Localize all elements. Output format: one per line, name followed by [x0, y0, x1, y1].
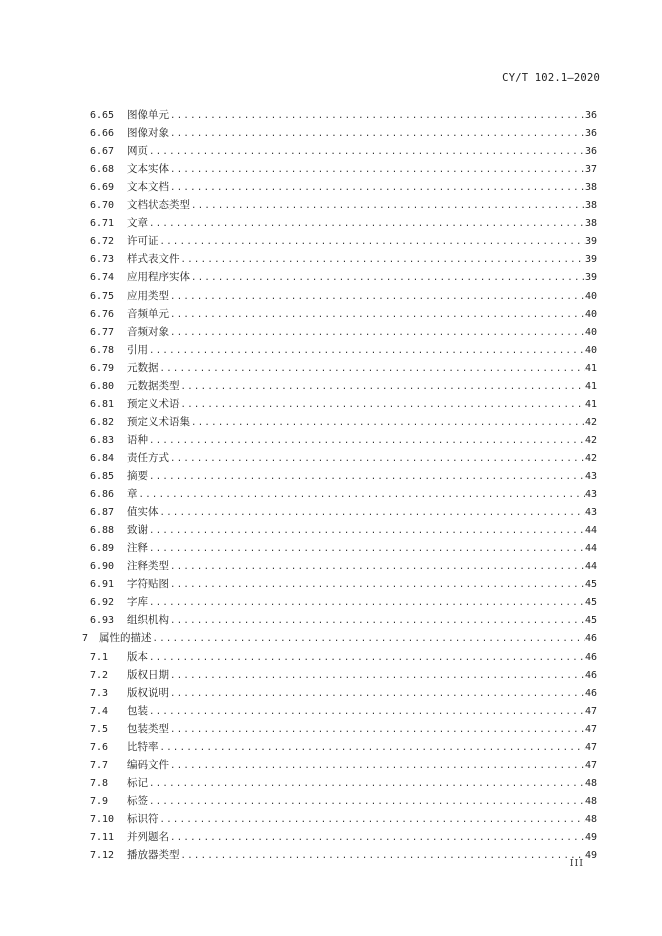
- toc-entry[interactable]: [90, 792, 597, 810]
- toc-leader-dots: [169, 667, 585, 685]
- toc-leader-dots: [148, 215, 585, 233]
- toc-entry-page: 39: [584, 236, 597, 248]
- toc-entry-page: 40: [584, 290, 597, 302]
- toc-leader-dots: [169, 179, 585, 197]
- toc-entry-number: 6.65: [90, 110, 115, 121]
- toc-entry-number: 6.67: [90, 146, 115, 158]
- toc-entry-title: 元数据类型: [127, 379, 180, 392]
- toc-entry-number: 6.90: [90, 561, 115, 573]
- toc-leader-dots: [159, 360, 585, 378]
- toc-entry-page: 44: [584, 561, 597, 573]
- toc-entry-number: 6.79: [90, 362, 115, 374]
- toc-entry-page: 48: [584, 795, 597, 807]
- toc-entry-title: 音频单元: [127, 307, 169, 320]
- toc-leader-dots: [169, 685, 585, 703]
- toc-entry[interactable]: [90, 449, 597, 467]
- toc-entry-title: 元数据: [127, 361, 159, 374]
- toc-entry-page: 39: [584, 254, 597, 266]
- toc-entry[interactable]: [90, 250, 597, 268]
- toc-leader-dots: [159, 233, 585, 251]
- toc-leader-dots: [159, 811, 585, 829]
- toc-entry-number: 6.85: [90, 471, 115, 482]
- toc-entry-title: 比特率: [127, 740, 159, 753]
- toc-entry-number: 7.3: [90, 687, 109, 699]
- toc-leader-dots: [148, 703, 585, 721]
- toc-leader-dots: [190, 269, 585, 287]
- toc-entry-page: 44: [584, 525, 597, 537]
- toc-entry-title: 编码文件: [127, 758, 169, 771]
- toc-entry[interactable]: [90, 232, 597, 250]
- toc-entry[interactable]: [90, 557, 597, 575]
- toc-entry[interactable]: [90, 413, 597, 431]
- toc-entry-title: 图像单元: [127, 109, 169, 121]
- toc-entry-title: 版权说明: [127, 686, 169, 699]
- toc-leader-dots: [148, 775, 585, 793]
- toc-entry[interactable]: [90, 648, 597, 666]
- toc-entry-title: 摘要: [127, 470, 148, 482]
- toc-entry[interactable]: [90, 738, 597, 756]
- toc-entry-page: 43: [584, 471, 597, 482]
- toc-entry-number: 6.91: [90, 579, 115, 591]
- toc-entry[interactable]: [90, 341, 597, 359]
- toc-entry-page: 36: [584, 146, 597, 158]
- toc-entry-page: 38: [584, 200, 597, 212]
- toc-leader-dots: [169, 612, 585, 630]
- toc-leader-dots: [148, 594, 585, 612]
- toc-leader-dots: [148, 793, 585, 811]
- toc-leader-dots: [169, 306, 585, 324]
- toc-entry[interactable]: [90, 359, 597, 377]
- toc-leader-dots: [180, 378, 585, 396]
- toc-entry-title: 文本实体: [127, 163, 169, 176]
- toc-entry-title: 包装: [127, 704, 148, 717]
- toc-entry[interactable]: [90, 756, 597, 774]
- toc-entry-title: 标记: [127, 776, 148, 789]
- toc-entry-page: 47: [584, 741, 597, 753]
- toc-leader-dots: [148, 522, 585, 540]
- toc-entry-page: 46: [584, 633, 597, 645]
- toc-entry-title: 组织机构: [127, 614, 169, 627]
- toc-entry-number: 6.83: [90, 434, 115, 446]
- page-number: III: [569, 858, 584, 869]
- toc-leader-dots: [180, 847, 585, 865]
- toc-leader-dots: [169, 125, 585, 143]
- toc-leader-dots: [148, 432, 585, 450]
- toc-entry-number: 6.82: [90, 416, 115, 428]
- toc-entry-page: 36: [584, 128, 597, 140]
- toc-entry[interactable]: [90, 828, 597, 846]
- toc-entry-number: 6.69: [90, 182, 115, 194]
- toc-entry-number: 6.77: [90, 326, 115, 338]
- toc-entry-title: 文本文档: [127, 181, 169, 194]
- toc-leader-dots: [190, 197, 585, 215]
- toc-entry-title: 值实体: [127, 506, 159, 519]
- toc-entry-number: 6.92: [90, 597, 115, 609]
- toc-leader-dots: [169, 324, 585, 342]
- toc-entry-page: 39: [584, 272, 597, 284]
- toc-entry-page: 42: [584, 434, 597, 446]
- toc-entry-page: 36: [584, 110, 597, 121]
- toc-entry[interactable]: [90, 810, 597, 828]
- toc-entry[interactable]: [90, 395, 597, 413]
- toc-entry-title: 包装类型: [127, 722, 169, 735]
- toc-entry-page: 49: [584, 850, 597, 862]
- toc-entry-title: 预定义术语: [127, 397, 180, 410]
- toc-entry[interactable]: [90, 142, 597, 160]
- toc-entry-title: 致谢: [127, 524, 148, 537]
- toc-entry-number: 6.86: [90, 489, 115, 501]
- toc-entry[interactable]: [90, 196, 597, 214]
- toc-entry-number: 6.80: [90, 380, 115, 392]
- toc-entry[interactable]: [90, 702, 597, 720]
- toc-entry-title: 标签: [127, 794, 148, 807]
- toc-entry-page: 49: [584, 832, 597, 843]
- toc-entry-page: 41: [584, 380, 597, 392]
- toc-leader-dots: [180, 251, 585, 269]
- toc-entry[interactable]: [90, 684, 597, 702]
- toc-entry-page: 42: [584, 416, 597, 428]
- toc-entry-title: 许可证: [127, 235, 159, 248]
- toc-entry-title: 版权日期: [127, 668, 169, 681]
- toc-entry-page: 46: [584, 687, 597, 699]
- toc-entry[interactable]: [90, 720, 597, 738]
- toc-entry[interactable]: [90, 774, 597, 792]
- toc-entry-title: 并列题名: [127, 831, 169, 843]
- toc-entry-page: 38: [584, 218, 597, 230]
- toc-entry[interactable]: [82, 629, 597, 647]
- toc-entry-number: 7.6: [90, 741, 109, 753]
- toc-entry-number: 6.75: [90, 290, 115, 302]
- toc-entry-title: 注释: [127, 542, 148, 555]
- toc-leader-dots: [148, 342, 585, 360]
- toc-entry[interactable]: [90, 431, 597, 449]
- toc-entry[interactable]: [90, 305, 597, 323]
- toc-leader-dots: [190, 414, 585, 432]
- toc-leader-dots: [180, 396, 585, 414]
- toc-entry-title: 预定义术语集: [127, 415, 190, 428]
- toc-entry-number: 6.74: [90, 272, 115, 284]
- toc-entry-number: 7.7: [90, 759, 109, 771]
- toc-leader-dots: [169, 721, 585, 739]
- toc-entry-number: 6.66: [90, 128, 115, 140]
- toc-entry[interactable]: [90, 160, 597, 178]
- toc-entry-title: 字库: [127, 596, 148, 609]
- toc-entry[interactable]: [90, 287, 597, 305]
- toc-entry-number: 7.1: [90, 651, 109, 663]
- toc-entry[interactable]: [90, 485, 597, 503]
- toc-entry-title: 责任方式: [127, 451, 169, 464]
- toc-entry-number: 6.89: [90, 543, 115, 555]
- toc-leader-dots: [169, 576, 585, 594]
- toc-entry-title: 图像对象: [127, 127, 169, 140]
- toc-entry-number: 7.5: [90, 723, 109, 735]
- toc-entry[interactable]: [90, 666, 597, 684]
- toc-entry-page: 40: [584, 326, 597, 338]
- toc-entry-page: 48: [584, 813, 597, 825]
- toc-entry-page: 40: [584, 308, 597, 320]
- toc-entry-title: 音频对象: [127, 325, 169, 338]
- toc-entry-number: 6.70: [90, 200, 115, 212]
- toc-entry-title: 文章: [127, 217, 148, 230]
- toc-leader-dots: [148, 540, 585, 558]
- toc-entry-page: 42: [584, 452, 597, 464]
- toc-entry[interactable]: [90, 106, 597, 124]
- toc-leader-dots: [148, 649, 585, 667]
- toc-entry-number: 7.12: [90, 850, 115, 862]
- toc-leader-dots: [148, 143, 585, 161]
- toc-leader-dots: [169, 288, 585, 306]
- toc-entry-number: 6.78: [90, 344, 115, 356]
- toc-leader-dots: [152, 630, 585, 648]
- toc-entry-number: 7.11: [90, 832, 115, 843]
- toc-entry-page: 38: [584, 182, 597, 194]
- toc-entry-page: 37: [584, 164, 597, 176]
- toc-entry[interactable]: [90, 178, 597, 196]
- toc-entry[interactable]: [90, 377, 597, 395]
- toc-entry-page: 41: [584, 362, 597, 374]
- toc-entry-number: 6.93: [90, 615, 115, 627]
- toc-entry-number: 7.8: [90, 777, 109, 789]
- toc-entry[interactable]: [90, 124, 597, 142]
- toc-leader-dots: [169, 107, 585, 125]
- toc-entry[interactable]: [90, 593, 597, 611]
- toc-entry-page: 46: [584, 651, 597, 663]
- toc-entry-number: 7: [82, 633, 89, 645]
- toc-entry-number: 7.4: [90, 705, 109, 717]
- toc-leader-dots: [169, 161, 585, 179]
- toc-entry-title: 文档状态类型: [127, 199, 190, 212]
- toc-leader-dots: [138, 486, 585, 504]
- toc-entry-title: 语种: [127, 433, 148, 446]
- toc-entry[interactable]: [90, 539, 597, 557]
- toc-entry-title: 应用程序实体: [127, 271, 190, 284]
- toc-entry-number: 6.76: [90, 308, 115, 320]
- toc-entry-page: 47: [584, 723, 597, 735]
- toc-entry-number: 6.81: [90, 398, 115, 410]
- toc-leader-dots: [169, 829, 585, 847]
- toc-entry-title: 网页: [127, 145, 148, 158]
- toc-entry-number: 6.73: [90, 254, 115, 266]
- toc-entry-title: 播放器类型: [127, 849, 180, 862]
- toc-leader-dots: [169, 757, 585, 775]
- toc-entry[interactable]: [90, 323, 597, 341]
- toc-entry[interactable]: [90, 575, 597, 593]
- toc-leader-dots: [159, 504, 585, 522]
- toc-entry-page: 43: [584, 489, 597, 501]
- toc-entry-page: 45: [584, 579, 597, 591]
- toc-entry[interactable]: [90, 611, 597, 629]
- toc-entry-title: 章: [127, 488, 138, 501]
- toc-entry-number: 6.72: [90, 236, 115, 248]
- toc-entry-page: 41: [584, 398, 597, 410]
- toc-entry-number: 6.88: [90, 525, 115, 537]
- toc-entry-title: 引用: [127, 343, 148, 356]
- toc-leader-dots: [169, 450, 585, 468]
- toc-entry-page: 45: [584, 597, 597, 609]
- toc-entry-number: 7.10: [90, 813, 115, 825]
- toc-entry-title: 属性的描述: [99, 632, 152, 645]
- toc-entry-page: 45: [584, 615, 597, 627]
- toc-entry-title: 注释类型: [127, 560, 169, 573]
- toc-entry-title: 应用类型: [127, 289, 169, 302]
- toc-entry[interactable]: [90, 268, 597, 286]
- toc-entry-title: 字符贴图: [127, 578, 169, 591]
- toc-entry[interactable]: [90, 467, 597, 485]
- toc-entry-page: 46: [584, 669, 597, 681]
- toc-entry-number: 7.2: [90, 669, 109, 681]
- toc-entry-title: 样式表文件: [127, 253, 180, 266]
- toc-entry-page: 40: [584, 344, 597, 356]
- toc-entry-page: 47: [584, 705, 597, 717]
- toc-entry-title: 标识符: [127, 812, 159, 825]
- toc-entry-page: 48: [584, 777, 597, 789]
- standard-code-header: CY/T 102.1—2020: [502, 72, 600, 84]
- toc-leader-dots: [148, 468, 585, 486]
- toc-entry[interactable]: [90, 846, 597, 864]
- toc-entry-number: 7.9: [90, 795, 109, 807]
- toc-leader-dots: [169, 558, 585, 576]
- toc-entry[interactable]: [90, 214, 597, 232]
- toc-entry-number: 6.87: [90, 507, 115, 519]
- toc-leader-dots: [159, 739, 585, 757]
- toc-entry[interactable]: [90, 503, 597, 521]
- toc-entry[interactable]: [90, 521, 597, 539]
- toc-entry-page: 44: [584, 543, 597, 555]
- toc-entry-title: 版本: [127, 650, 148, 663]
- toc-entry-number: 6.71: [90, 218, 115, 230]
- toc-entry-number: 6.84: [90, 452, 115, 464]
- toc-entry-page: 43: [584, 507, 597, 519]
- toc-entry-page: 47: [584, 759, 597, 771]
- toc-entry-number: 6.68: [90, 164, 115, 176]
